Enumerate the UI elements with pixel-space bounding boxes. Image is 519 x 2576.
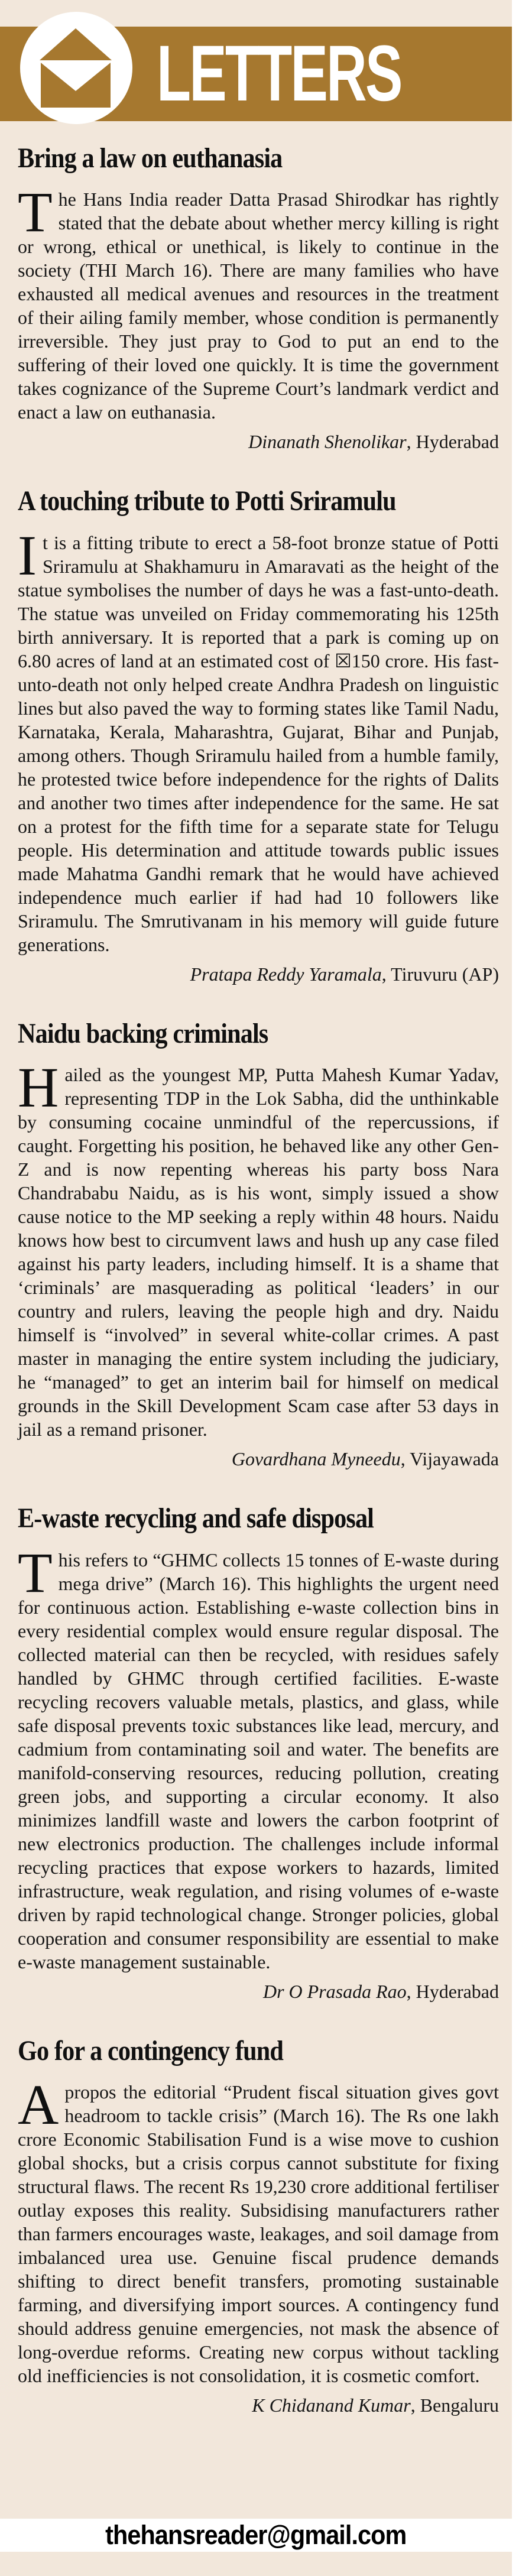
letter-contingency-fund <box>18 2036 499 2417</box>
footer <box>0 2519 512 2576</box>
reader-email-band <box>0 2519 512 2552</box>
author-location: , Vijayawada <box>401 1448 499 1469</box>
letter-text: t is a fitting tribute to erect a 58-foot bronze statue of Potti Sriramulu at Shakhamuru in Amaravati as the height of the statue symbolises the number of days he was a fast-unto-death. The statue was unveiled on Friday commemorating his 125th birth anniversary. It is reported that a park is coming up on 6.80 acres of land at an estimated cost of ☒150 crore. His fast-unto-death not only helped create Andhra Pradesh on linguistic lines but also paved the way to forming states like Tamil Nadu, Karnataka, Kerala, Maharashtra, Gujarat, Bihar and Punjab, among others. Though Sriramulu hailed from a humble family, he protested twice before independence for the rights of Dalits and another two times after independence for the same. He sat on a protest for the fifth time for a separate state for Telugu people. His determination and attitude towards public issues made Mahatma Gandhi remark that he would have achieved independence much earlier if had had 10 followers like Sriramulu. The Smrutivanam in his memory will guide future generations. <box>18 531 499 955</box>
letter-signature <box>18 2393 499 2417</box>
envelope-badge <box>20 12 132 124</box>
letter-heading: Bring a law on euthanasia <box>18 142 283 174</box>
letter-potti-sriramulu <box>18 486 499 985</box>
author-location: , Tiruvuru (AP) <box>382 963 499 985</box>
letter-signature <box>18 1980 499 2003</box>
letter-euthanasia <box>18 144 499 453</box>
author-location: , Hyderabad <box>407 431 499 452</box>
bottom-strip <box>0 2552 512 2576</box>
letter-signature <box>18 962 499 986</box>
open-envelope-icon <box>20 12 132 124</box>
letter-heading: Naidu backing criminals <box>18 1017 268 1049</box>
letter-signature <box>18 1447 499 1471</box>
author-name: K Chidanand Kumar <box>252 2394 411 2416</box>
author-name: Dr O Prasada Rao <box>262 1980 407 2002</box>
drop-cap: A <box>18 2072 59 2136</box>
author-location: , Bengaluru <box>411 2395 499 2416</box>
letter-text: his refers to “GHMC collects 15 tonnes of E-waste during mega drive” (March 16). This highlights the urgent need for continuous action. Establishing e-waste collection bins in every residential complex would ensure regular disposal. The collected material can then be recycled, with residues safely handled by GHMC through certified facilities. E-waste recycling recovers valuable metals, plastics, and glass, while safe disposal prevents toxic substances like lead, mercury, and cadmium from contaminating soil and water. The benefits are manifold-conserving resources, reducing pollution, creating green jobs, and supporting a circular economy. It also minimizes landfill waste and lowers the carbon footprint of new electronics production. The challenges include informal recycling practices that expose workers to hazards, limited infrastructure, weak regulation, and rising volumes of e-waste driven by rapid technological change. Stronger policies, global cooperation and consumer responsibility are essential to make e-waste management sustainable. <box>18 1549 499 1972</box>
author-name: Govardhana Myneedu <box>231 1448 401 1470</box>
author-name: Pratapa Reddy Yaramala <box>190 963 382 985</box>
letter-body <box>18 523 499 956</box>
letter-e-waste <box>18 1504 499 2003</box>
drop-cap: T <box>18 180 53 244</box>
reader-email: thehansreader@gmail.com <box>105 2520 407 2550</box>
letter-text: he Hans India reader Datta Prasad Shirodkar has rightly stated that the debate about whether mercy killing is right or wrong, ethical or unethical, is likely to continue in the society (THI March 16). There are many families who have exhausted all medical avenues and resources in the treatment of their ailing family member, whose condition is permanently irreversible. They just pray to God to put an end to the suffering of their loved one quickly. It is time the government takes cognizance of the Supreme Court’s landmark verdict and enact a law on euthanasia. <box>18 189 499 423</box>
author-location: , Hyderabad <box>407 1981 499 2002</box>
drop-cap: I <box>18 523 37 587</box>
letter-heading: Go for a contingency fund <box>18 2035 283 2066</box>
letters-column <box>0 121 512 2519</box>
letter-body <box>18 1540 499 1974</box>
letter-text: ailed as the youngest MP, Putta Mahesh Kumar Yadav, representing TDP in the Lok Sabha, did the unthinkable by consuming cocaine unmindful of the repercussions, if caught. Forgetting his position, he behaved like any other Gen-Z and is now repenting whereas his party boss Nara Chandrababu Naidu, as is his wont, simply issued a show cause notice to the MP seeking a reply within 48 hours. Naidu knows how best to circumvent laws and hush up any case filed against his party leaders, including himself. It is a shame that ‘criminals’ are masquerading as political ‘leaders’ in our country and rulers, leaving the people high and dry. Naidu himself is “involved” in several white-collar crimes. A past master in managing the entire system including the judiciary, he “managed” to get an interim bail for himself on medical grounds in the Skill Development Scam case after 53 days in jail as a remand prisoner. <box>18 1064 499 1441</box>
letter-body <box>18 1056 499 1441</box>
letter-signature <box>18 430 499 453</box>
drop-cap: H <box>18 1056 59 1120</box>
letter-body <box>18 2072 499 2387</box>
masthead <box>0 0 512 121</box>
letter-naidu-criminals <box>18 1019 499 1471</box>
letter-heading: A touching tribute to Potti Sriramulu <box>18 485 396 517</box>
drop-cap: T <box>18 1540 53 1604</box>
letter-heading: E-waste recycling and safe disposal <box>18 1503 374 1534</box>
letter-text: propos the editorial “Prudent fiscal situation gives govt headroom to tackle crisis” (March 16). The Rs one lakh crore Economic Stabilisation Fund is a wise move to cushion global shocks, but a crisis corpus cannot substitute for fixing structural flaws. The recent Rs 19,230 crore additional fertiliser outlay exposes this reality. Subsidising manufacturers rather than farmers encourages waste, leakages, and soil damage from imbalanced urea use. Genuine fiscal prudence demands shifting to direct benefit transfers, promoting sustainable farming, and diversifying import sources. A contingency fund should address genuine emergencies, not mask the absence of long-overdue reforms. Creating new corpus without tackling old inefficiencies is not consolidation, it is cosmetic comfort. <box>18 2081 499 2386</box>
masthead-band <box>0 27 512 121</box>
masthead-title: LETTERS <box>157 30 401 118</box>
author-name: Dinanath Shenolikar <box>248 431 407 453</box>
letter-body <box>18 180 499 424</box>
